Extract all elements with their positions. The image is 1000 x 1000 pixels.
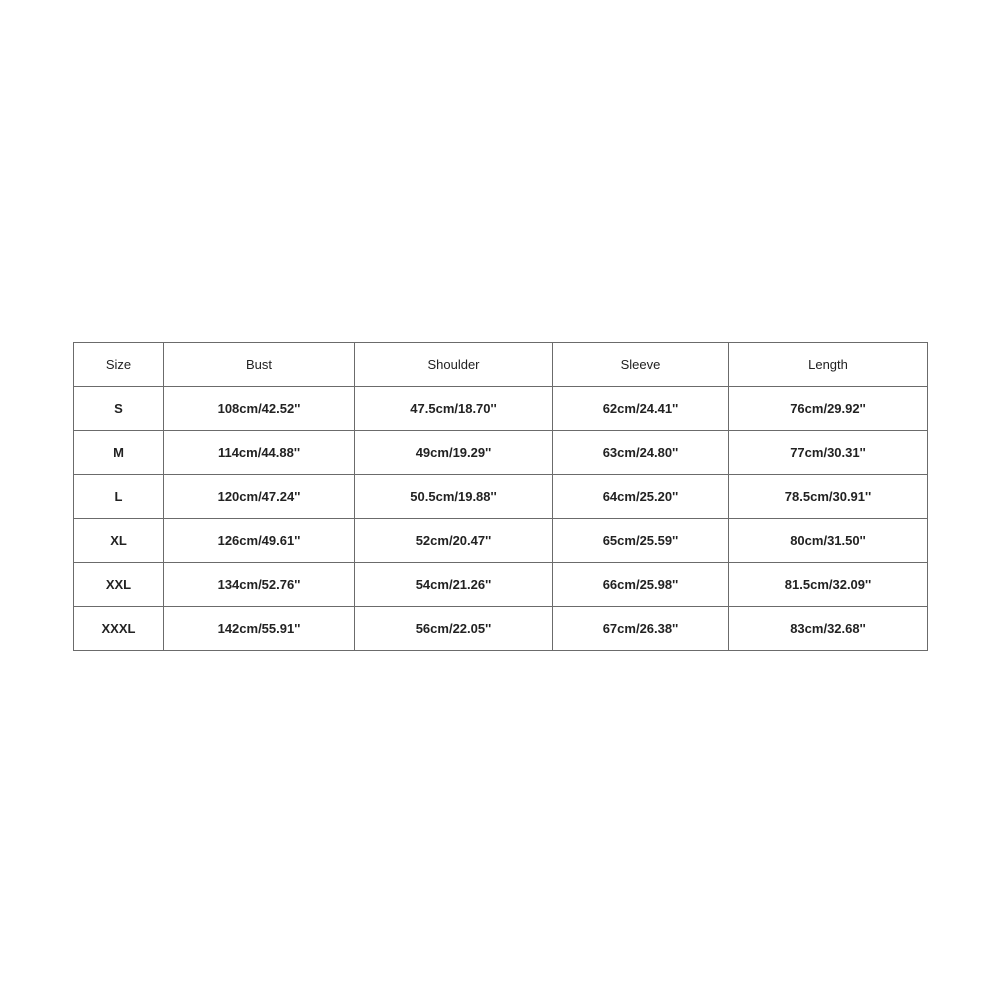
cell-shoulder: 56cm/22.05'' <box>355 607 553 651</box>
cell-size: S <box>74 387 164 431</box>
cell-sleeve: 63cm/24.80'' <box>553 431 729 475</box>
size-chart-table <box>73 342 928 651</box>
table-row <box>74 475 928 519</box>
cell-shoulder: 54cm/21.26'' <box>355 563 553 607</box>
cell-length: 76cm/29.92'' <box>729 387 928 431</box>
cell-length: 81.5cm/32.09'' <box>729 563 928 607</box>
cell-bust: 120cm/47.24'' <box>164 475 355 519</box>
cell-length: 80cm/31.50'' <box>729 519 928 563</box>
cell-bust: 126cm/49.61'' <box>164 519 355 563</box>
cell-shoulder: 47.5cm/18.70'' <box>355 387 553 431</box>
header-size: Size <box>74 343 164 387</box>
cell-length: 78.5cm/30.91'' <box>729 475 928 519</box>
cell-bust: 134cm/52.76'' <box>164 563 355 607</box>
cell-sleeve: 65cm/25.59'' <box>553 519 729 563</box>
table-header-row <box>74 343 928 387</box>
cell-shoulder: 50.5cm/19.88'' <box>355 475 553 519</box>
table-row <box>74 607 928 651</box>
cell-bust: 142cm/55.91'' <box>164 607 355 651</box>
cell-size: M <box>74 431 164 475</box>
header-shoulder: Shoulder <box>355 343 553 387</box>
table-row <box>74 519 928 563</box>
cell-sleeve: 64cm/25.20'' <box>553 475 729 519</box>
cell-size: L <box>74 475 164 519</box>
cell-size: XXXL <box>74 607 164 651</box>
table-row <box>74 563 928 607</box>
cell-bust: 108cm/42.52'' <box>164 387 355 431</box>
cell-shoulder: 52cm/20.47'' <box>355 519 553 563</box>
header-length: Length <box>729 343 928 387</box>
cell-sleeve: 62cm/24.41'' <box>553 387 729 431</box>
cell-length: 77cm/30.31'' <box>729 431 928 475</box>
cell-bust: 114cm/44.88'' <box>164 431 355 475</box>
table-row <box>74 387 928 431</box>
table-row <box>74 431 928 475</box>
cell-sleeve: 67cm/26.38'' <box>553 607 729 651</box>
header-bust: Bust <box>164 343 355 387</box>
header-sleeve: Sleeve <box>553 343 729 387</box>
cell-length: 83cm/32.68'' <box>729 607 928 651</box>
cell-shoulder: 49cm/19.29'' <box>355 431 553 475</box>
cell-size: XXL <box>74 563 164 607</box>
cell-size: XL <box>74 519 164 563</box>
cell-sleeve: 66cm/25.98'' <box>553 563 729 607</box>
